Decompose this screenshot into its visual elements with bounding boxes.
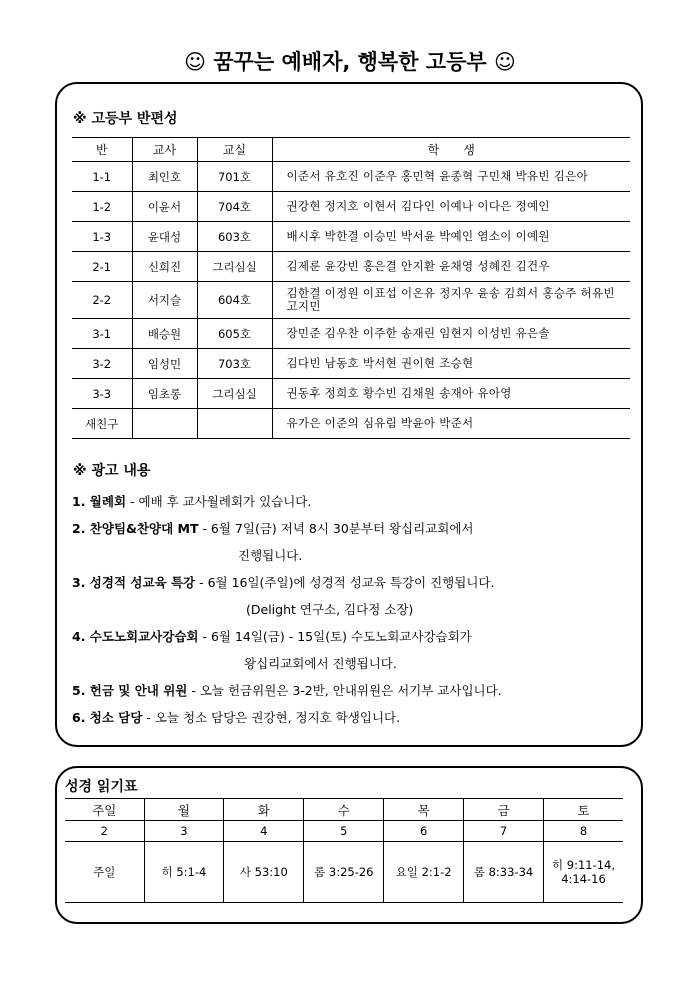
table-row: [72, 319, 630, 349]
teacher-cell: 임성민: [132, 349, 197, 379]
room-cell: 701호: [197, 162, 272, 192]
reading-dates-row: [65, 821, 623, 842]
students-cell: 이준서 유호진 이준우 홍민혁 윤종혁 구민채 박유빈 김은아: [272, 162, 630, 192]
passage-cell: 요일 2:1-2: [384, 842, 464, 903]
date-cell: 2: [65, 821, 144, 842]
table-row: [72, 162, 630, 192]
teacher-cell: 서지슬: [132, 282, 197, 319]
ban-cell: 1-3: [72, 222, 132, 252]
room-cell: 603호: [197, 222, 272, 252]
ad-item-label: 3. 성경적 성교육 특강: [72, 575, 196, 590]
ad-item-text: - 6월 16일(주일)에 성경적 성교육 특강이 진행됩니다.: [195, 575, 495, 590]
ad-item: [72, 623, 632, 650]
day-cell: 주일: [65, 799, 144, 821]
ad-item-continuation: (Delight 연구소, 김다정 소장): [246, 602, 414, 617]
table-row: [72, 222, 630, 252]
class-table: [72, 137, 630, 439]
ad-item: [72, 488, 632, 515]
day-cell: 화: [224, 799, 304, 821]
reading-section-heading: 성경 읽기표: [65, 779, 138, 795]
class-section-heading: ※ 고등부 반편성: [73, 111, 178, 127]
passage-cell: 히 5:1-4: [144, 842, 224, 903]
ad-item-label: 2. 찬양팀&찬양대 MT: [72, 521, 199, 536]
teacher-cell: [132, 409, 197, 439]
date-cell: 3: [144, 821, 224, 842]
room-cell: [197, 409, 272, 439]
ad-item-text: - 6월 14일(금) - 15일(토) 수도노회교사강습회가: [198, 629, 472, 644]
room-cell: 그리심실: [197, 252, 272, 282]
header-teacher: 교사: [132, 138, 197, 162]
header-students: 학 생: [272, 138, 630, 162]
day-cell: 토: [544, 799, 624, 821]
passage-cell: 사 53:10: [224, 842, 304, 903]
room-cell: 704호: [197, 192, 272, 222]
ban-cell: 3-3: [72, 379, 132, 409]
ad-item-text: - 오늘 청소 담당은 권강현, 정지호 학생입니다.: [142, 710, 401, 725]
class-assignment-panel: [55, 82, 643, 747]
ad-item: [72, 569, 632, 596]
date-cell: 4: [224, 821, 304, 842]
reading-table: [65, 798, 623, 903]
passage-cell: 히 9:11-14, 4:14-16: [544, 842, 624, 903]
passage-cell: 주일: [65, 842, 144, 903]
table-row: [72, 379, 630, 409]
day-cell: 월: [144, 799, 224, 821]
ad-item-continuation: 진행됩니다.: [238, 548, 303, 563]
bible-reading-panel: [55, 766, 643, 924]
class-table-header: [72, 138, 630, 162]
teacher-cell: 배승원: [132, 319, 197, 349]
day-cell: 수: [304, 799, 384, 821]
students-cell: 권강현 정지호 이현서 김다인 이예나 이다은 정예인: [272, 192, 630, 222]
students-cell: 배시후 박한결 이승민 박서윤 박예인 염소이 이예원: [272, 222, 630, 252]
passage-cell: 롬 8:33-34: [464, 842, 544, 903]
passage-cell: 롬 3:25-26: [304, 842, 384, 903]
students-cell: 김제룬 윤강빈 홍은결 안지환 윤채영 성혜진 김건우: [272, 252, 630, 282]
date-cell: 5: [304, 821, 384, 842]
date-cell: 7: [464, 821, 544, 842]
table-row: [72, 349, 630, 379]
table-row: [72, 409, 630, 439]
header-ban: 반: [72, 138, 132, 162]
teacher-cell: 임초롱: [132, 379, 197, 409]
ban-cell: 2-2: [72, 282, 132, 319]
ad-item-label: 1. 월례회: [72, 494, 127, 509]
ban-cell: 3-2: [72, 349, 132, 379]
ad-item: [72, 704, 632, 731]
table-row: [72, 192, 630, 222]
ban-cell: 1-1: [72, 162, 132, 192]
ban-cell: 2-1: [72, 252, 132, 282]
header-room: 교실: [197, 138, 272, 162]
date-cell: 6: [384, 821, 464, 842]
students-cell: 김다빈 남동호 박서현 권이현 조승현: [272, 349, 630, 379]
ad-item-text: - 예배 후 교사월례회가 있습니다.: [126, 494, 312, 509]
page-title: ☺ 꿈꾸는 예배자, 행복한 고등부 ☺: [184, 50, 516, 74]
ban-cell: 1-2: [72, 192, 132, 222]
ad-item: [72, 677, 632, 704]
date-cell: 8: [544, 821, 624, 842]
reading-days-row: [65, 799, 623, 821]
room-cell: 703호: [197, 349, 272, 379]
ad-item-label: 5. 헌금 및 안내 위원: [72, 683, 188, 698]
ad-item-label: 6. 청소 담당: [72, 710, 143, 725]
day-cell: 금: [464, 799, 544, 821]
ban-cell: 새친구: [72, 409, 132, 439]
ad-item-label: 4. 수도노회교사강습회: [72, 629, 199, 644]
ad-item-text: - 6월 7일(금) 저녁 8시 30분부터 왕십리교회에서: [198, 521, 474, 536]
students-cell: 장민준 김우찬 이주한 송재린 임현지 이성빈 유은솔: [272, 319, 630, 349]
students-cell: 권동후 정희호 황수빈 김채원 송재아 유아영: [272, 379, 630, 409]
teacher-cell: 최인호: [132, 162, 197, 192]
ad-item: [72, 515, 632, 542]
room-cell: 그리심실: [197, 379, 272, 409]
teacher-cell: 윤대성: [132, 222, 197, 252]
ads-section-heading: ※ 광고 내용: [73, 463, 151, 479]
ads-list: [72, 488, 632, 731]
students-cell: 유가은 이준의 심유림 박윤아 박준서: [272, 409, 630, 439]
students-cell: 김한결 이정원 이표섭 이온유 정지우 윤송 김희서 홍승주 허유빈 고지민: [272, 282, 630, 319]
day-cell: 목: [384, 799, 464, 821]
teacher-cell: 이윤서: [132, 192, 197, 222]
room-cell: 605호: [197, 319, 272, 349]
table-row: [72, 252, 630, 282]
ban-cell: 3-1: [72, 319, 132, 349]
teacher-cell: 신희진: [132, 252, 197, 282]
reading-passages-row: [65, 842, 623, 903]
ad-item-text: - 오늘 헌금위원은 3-2반, 안내위원은 서기부 교사입니다.: [187, 683, 502, 698]
table-row: [72, 282, 630, 319]
room-cell: 604호: [197, 282, 272, 319]
ad-item-continuation: 왕십리교회에서 진행됩니다.: [244, 656, 397, 671]
